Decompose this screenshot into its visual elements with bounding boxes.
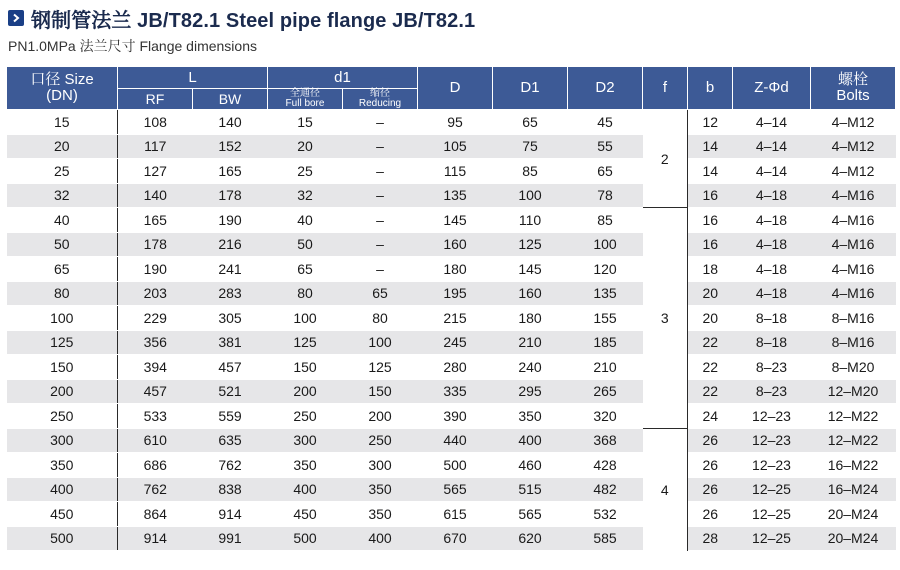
cell-rf: 914 (118, 526, 193, 551)
cell-dn: 25 (7, 159, 118, 184)
cell-z-phi-d: 4–18 (733, 281, 811, 306)
table-row (7, 110, 896, 135)
cell-d2: 585 (568, 526, 643, 551)
cell-bolts: 8–M16 (811, 306, 896, 331)
cell-d: 670 (418, 526, 493, 551)
cell-full: 300 (268, 428, 343, 453)
cell-bolts: 8–M16 (811, 330, 896, 355)
header-bw: BW (193, 89, 268, 110)
cell-bw: 762 (193, 453, 268, 478)
cell-full: 125 (268, 330, 343, 355)
header-size-label: 口径 Size (30, 71, 94, 89)
cell-d: 500 (418, 453, 493, 478)
cell-full: 15 (268, 110, 343, 135)
cell-f: 3 (643, 208, 688, 429)
cell-red: 65 (343, 281, 418, 306)
table-row (7, 183, 896, 208)
cell-z-phi-d: 12–23 (733, 453, 811, 478)
cell-d1: 460 (493, 453, 568, 478)
cell-bw: 165 (193, 159, 268, 184)
cell-dn: 450 (7, 502, 118, 527)
header-dn-label: (DN) (46, 87, 78, 104)
cell-bolts: 20–M24 (811, 526, 896, 551)
cell-b: 26 (688, 453, 733, 478)
cell-z-phi-d: 4–18 (733, 257, 811, 282)
cell-b: 24 (688, 404, 733, 429)
cell-bolts: 4–M16 (811, 183, 896, 208)
header-d: D (418, 67, 493, 110)
cell-d1: 240 (493, 355, 568, 380)
header-l: L (118, 67, 268, 89)
cell-bolts: 12–M22 (811, 404, 896, 429)
cell-dn: 100 (7, 306, 118, 331)
cell-d2: 320 (568, 404, 643, 429)
page-title-row (8, 6, 475, 30)
cell-d1: 180 (493, 306, 568, 331)
cell-d: 195 (418, 281, 493, 306)
cell-d1: 400 (493, 428, 568, 453)
cell-b: 26 (688, 477, 733, 502)
cell-dn: 400 (7, 477, 118, 502)
cell-z-phi-d: 12–25 (733, 526, 811, 551)
cell-d1: 145 (493, 257, 568, 282)
cell-dn: 15 (7, 110, 118, 135)
cell-z-phi-d: 8–23 (733, 355, 811, 380)
table-row (7, 379, 896, 404)
cell-red: – (343, 134, 418, 159)
cell-z-phi-d: 12–23 (733, 428, 811, 453)
cell-b: 16 (688, 232, 733, 257)
cell-bw: 838 (193, 477, 268, 502)
table-row (7, 477, 896, 502)
cell-bw: 152 (193, 134, 268, 159)
cell-rf: 140 (118, 183, 193, 208)
cell-z-phi-d: 4–14 (733, 110, 811, 135)
cell-d1: 100 (493, 183, 568, 208)
table-row (7, 208, 896, 233)
cell-red: 350 (343, 502, 418, 527)
cell-bw: 914 (193, 502, 268, 527)
cell-red: – (343, 257, 418, 282)
cell-d2: 55 (568, 134, 643, 159)
cell-d: 615 (418, 502, 493, 527)
header-full-bore-en: Full bore (285, 98, 325, 109)
cell-z-phi-d: 12–23 (733, 404, 811, 429)
cell-bolts: 12–M22 (811, 428, 896, 453)
cell-rf: 356 (118, 330, 193, 355)
cell-d: 565 (418, 477, 493, 502)
cell-b: 22 (688, 379, 733, 404)
cell-d: 280 (418, 355, 493, 380)
cell-full: 80 (268, 281, 343, 306)
cell-bolts: 20–M24 (811, 502, 896, 527)
cell-d1: 515 (493, 477, 568, 502)
cell-d2: 100 (568, 232, 643, 257)
cell-d1: 125 (493, 232, 568, 257)
cell-z-phi-d: 4–14 (733, 134, 811, 159)
cell-z-phi-d: 8–18 (733, 330, 811, 355)
cell-bw: 241 (193, 257, 268, 282)
flange-dimensions-table (6, 66, 896, 551)
cell-rf: 229 (118, 306, 193, 331)
cell-rf: 127 (118, 159, 193, 184)
cell-red: 300 (343, 453, 418, 478)
cell-red: – (343, 110, 418, 135)
table-header (7, 67, 896, 110)
cell-z-phi-d: 8–23 (733, 379, 811, 404)
cell-full: 450 (268, 502, 343, 527)
cell-bw: 140 (193, 110, 268, 135)
cell-d2: 65 (568, 159, 643, 184)
cell-full: 25 (268, 159, 343, 184)
cell-bw: 283 (193, 281, 268, 306)
cell-b: 18 (688, 257, 733, 282)
cell-full: 200 (268, 379, 343, 404)
cell-full: 400 (268, 477, 343, 502)
cell-dn: 40 (7, 208, 118, 233)
cell-bolts: 4–M16 (811, 232, 896, 257)
cell-b: 28 (688, 526, 733, 551)
cell-d2: 368 (568, 428, 643, 453)
cell-d: 105 (418, 134, 493, 159)
table-row (7, 281, 896, 306)
cell-d: 145 (418, 208, 493, 233)
table-row (7, 355, 896, 380)
header-full-bore-cn: 全通径 (290, 88, 320, 99)
cell-rf: 864 (118, 502, 193, 527)
cell-dn: 350 (7, 453, 118, 478)
cell-bolts: 16–M22 (811, 453, 896, 478)
cell-bw: 216 (193, 232, 268, 257)
cell-red: 80 (343, 306, 418, 331)
cell-d: 95 (418, 110, 493, 135)
cell-full: 40 (268, 208, 343, 233)
cell-d: 115 (418, 159, 493, 184)
cell-red: 125 (343, 355, 418, 380)
cell-b: 16 (688, 183, 733, 208)
header-z-phi-d: Z-Φd (733, 67, 811, 110)
cell-rf: 165 (118, 208, 193, 233)
cell-bolts: 4–M12 (811, 159, 896, 184)
cell-dn: 65 (7, 257, 118, 282)
cell-d1: 65 (493, 110, 568, 135)
cell-red: 250 (343, 428, 418, 453)
chevron-right-icon (8, 10, 24, 26)
cell-z-phi-d: 12–25 (733, 477, 811, 502)
cell-z-phi-d: 4–18 (733, 183, 811, 208)
cell-z-phi-d: 4–18 (733, 208, 811, 233)
table-row (7, 232, 896, 257)
cell-d: 215 (418, 306, 493, 331)
cell-bw: 521 (193, 379, 268, 404)
cell-d: 390 (418, 404, 493, 429)
cell-d1: 565 (493, 502, 568, 527)
table-row (7, 134, 896, 159)
header-reducing-cn: 缩径 (370, 88, 390, 99)
cell-rf: 457 (118, 379, 193, 404)
header-bolts (811, 67, 896, 110)
cell-d: 180 (418, 257, 493, 282)
header-full-bore (268, 89, 343, 110)
cell-d: 335 (418, 379, 493, 404)
cell-d: 440 (418, 428, 493, 453)
cell-b: 26 (688, 428, 733, 453)
cell-b: 22 (688, 355, 733, 380)
cell-red: 200 (343, 404, 418, 429)
header-rf: RF (118, 89, 193, 110)
cell-d1: 295 (493, 379, 568, 404)
cell-dn: 32 (7, 183, 118, 208)
cell-b: 22 (688, 330, 733, 355)
cell-bolts: 4–M12 (811, 110, 896, 135)
cell-z-phi-d: 4–18 (733, 232, 811, 257)
cell-f: 4 (643, 428, 688, 551)
page-title: 钢制管法兰 JB/T82.1 Steel pipe flange JB/T82.1 (31, 9, 476, 32)
cell-red: – (343, 183, 418, 208)
cell-d1: 160 (493, 281, 568, 306)
header-d1-outer: D1 (493, 67, 568, 110)
table-row (7, 526, 896, 551)
cell-full: 20 (268, 134, 343, 159)
cell-d2: 532 (568, 502, 643, 527)
cell-z-phi-d: 4–14 (733, 159, 811, 184)
header-d2: D2 (568, 67, 643, 110)
cell-d2: 210 (568, 355, 643, 380)
cell-bw: 635 (193, 428, 268, 453)
cell-f: 2 (643, 110, 688, 208)
cell-dn: 125 (7, 330, 118, 355)
cell-b: 16 (688, 208, 733, 233)
cell-red: – (343, 208, 418, 233)
header-reducing (343, 89, 418, 110)
cell-bolts: 4–M16 (811, 281, 896, 306)
cell-b: 14 (688, 134, 733, 159)
cell-d1: 110 (493, 208, 568, 233)
cell-d: 160 (418, 232, 493, 257)
cell-dn: 200 (7, 379, 118, 404)
cell-full: 50 (268, 232, 343, 257)
header-d1: d1 (268, 67, 418, 89)
header-reducing-en: Reducing (358, 98, 402, 109)
cell-bw: 381 (193, 330, 268, 355)
cell-b: 26 (688, 502, 733, 527)
cell-red: 350 (343, 477, 418, 502)
cell-d2: 265 (568, 379, 643, 404)
cell-d1: 75 (493, 134, 568, 159)
cell-d2: 428 (568, 453, 643, 478)
cell-d2: 135 (568, 281, 643, 306)
cell-full: 350 (268, 453, 343, 478)
cell-bw: 178 (193, 183, 268, 208)
cell-full: 65 (268, 257, 343, 282)
cell-z-phi-d: 8–18 (733, 306, 811, 331)
table-row (7, 404, 896, 429)
table-row (7, 257, 896, 282)
cell-bw: 991 (193, 526, 268, 551)
cell-d2: 482 (568, 477, 643, 502)
cell-bolts: 4–M12 (811, 134, 896, 159)
cell-bolts: 4–M16 (811, 208, 896, 233)
cell-bw: 190 (193, 208, 268, 233)
cell-rf: 203 (118, 281, 193, 306)
cell-rf: 533 (118, 404, 193, 429)
table-body (7, 110, 896, 551)
cell-red: 400 (343, 526, 418, 551)
cell-d2: 155 (568, 306, 643, 331)
cell-dn: 150 (7, 355, 118, 380)
cell-red: – (343, 232, 418, 257)
cell-full: 150 (268, 355, 343, 380)
cell-rf: 394 (118, 355, 193, 380)
cell-rf: 108 (118, 110, 193, 135)
cell-full: 250 (268, 404, 343, 429)
cell-dn: 50 (7, 232, 118, 257)
page-subtitle: PN1.0MPa 法兰尺寸 Flange dimensions (8, 38, 257, 54)
cell-b: 20 (688, 281, 733, 306)
cell-bolts: 4–M16 (811, 257, 896, 282)
cell-d: 245 (418, 330, 493, 355)
cell-dn: 300 (7, 428, 118, 453)
cell-bolts: 8–M20 (811, 355, 896, 380)
cell-d1: 350 (493, 404, 568, 429)
table-row (7, 330, 896, 355)
table-row (7, 159, 896, 184)
cell-d1: 210 (493, 330, 568, 355)
cell-dn: 250 (7, 404, 118, 429)
cell-rf: 686 (118, 453, 193, 478)
header-size-dn (7, 67, 118, 110)
cell-b: 14 (688, 159, 733, 184)
cell-full: 500 (268, 526, 343, 551)
cell-z-phi-d: 12–25 (733, 502, 811, 527)
cell-d1: 620 (493, 526, 568, 551)
cell-d2: 85 (568, 208, 643, 233)
cell-rf: 610 (118, 428, 193, 453)
table-row (7, 306, 896, 331)
cell-d2: 120 (568, 257, 643, 282)
cell-full: 100 (268, 306, 343, 331)
cell-rf: 762 (118, 477, 193, 502)
cell-rf: 117 (118, 134, 193, 159)
cell-red: – (343, 159, 418, 184)
cell-dn: 500 (7, 526, 118, 551)
header-bolts-en: Bolts (836, 87, 870, 104)
cell-dn: 20 (7, 134, 118, 159)
cell-d: 135 (418, 183, 493, 208)
cell-dn: 80 (7, 281, 118, 306)
cell-red: 150 (343, 379, 418, 404)
cell-d2: 185 (568, 330, 643, 355)
header-f: f (643, 67, 688, 110)
cell-rf: 178 (118, 232, 193, 257)
cell-bw: 559 (193, 404, 268, 429)
cell-full: 32 (268, 183, 343, 208)
cell-bw: 305 (193, 306, 268, 331)
table-row (7, 453, 896, 478)
cell-bolts: 12–M20 (811, 379, 896, 404)
cell-b: 12 (688, 110, 733, 135)
cell-b: 20 (688, 306, 733, 331)
cell-rf: 190 (118, 257, 193, 282)
cell-bolts: 16–M24 (811, 477, 896, 502)
header-bolts-cn: 螺栓 (837, 71, 868, 89)
cell-bw: 457 (193, 355, 268, 380)
header-b: b (688, 67, 733, 110)
cell-d2: 45 (568, 110, 643, 135)
cell-red: 100 (343, 330, 418, 355)
cell-d1: 85 (493, 159, 568, 184)
table-row (7, 502, 896, 527)
table-row (7, 428, 896, 453)
cell-d2: 78 (568, 183, 643, 208)
